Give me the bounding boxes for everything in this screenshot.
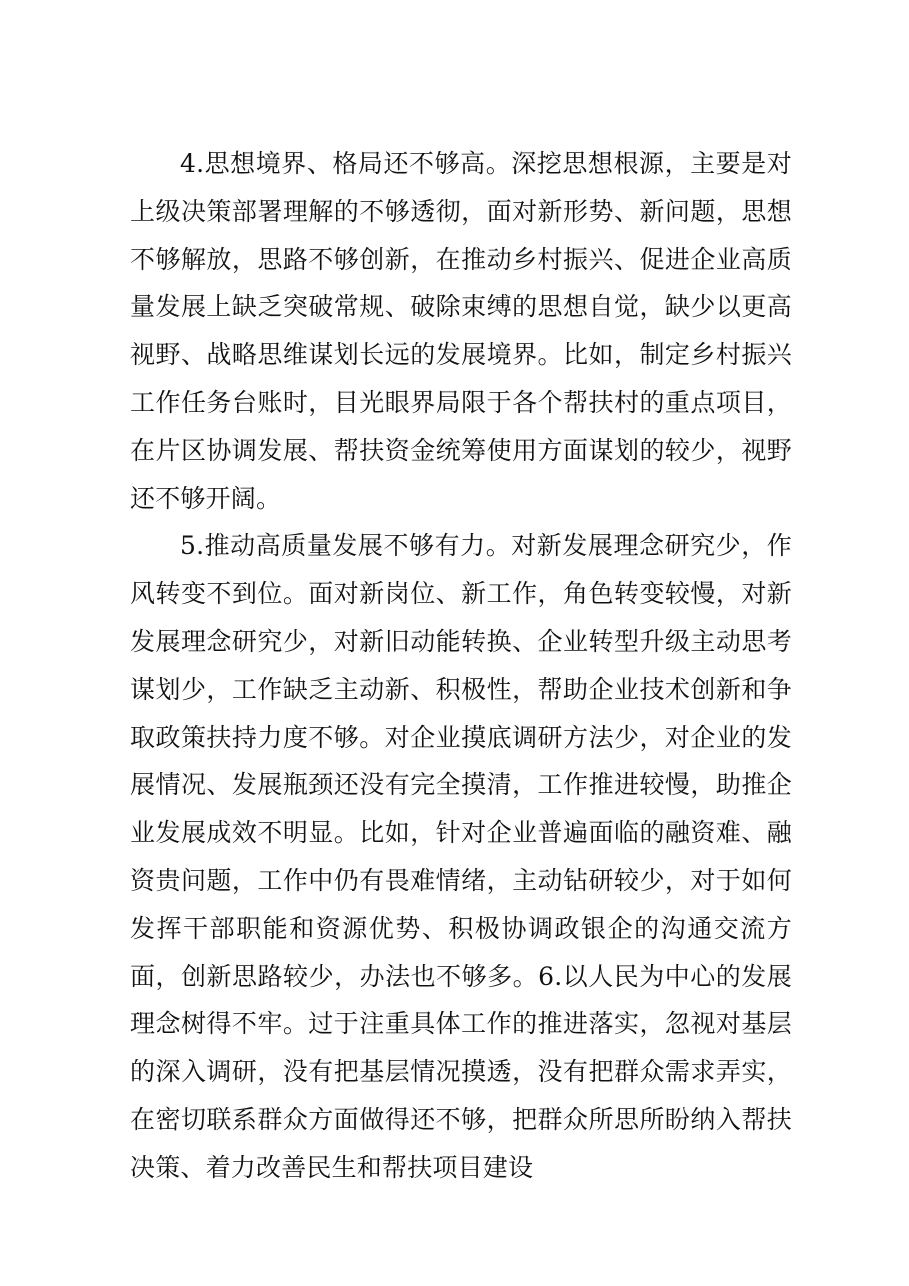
paragraph-5: 5.推动高质量发展不够有力。对新发展理念研究少，作风转变不到位。面对新岗位、新工作，角色转变较慢，对新发展理念研究少，对新旧动能转换、企业转型升级主动思考谋划少，工作缺乏主动新、积极性，帮助企业技术创新和争取政策扶持力度不够。对企业摸底调研方法少，对企业的发展情况、发展瓶颈还没有完全摸清，工作推进较慢，助推企业发展成效不明显。比如，针对企业普遍面临的融资难、融资贵问题，工作中仍有畏难情绪，主动钻研较少，对于如何发挥干部职能和资源优势、积极协调政银企的沟通交流方面，创新思路较少，办法也不够多。6.以人民为中心的发展理念树得不牢。过于注重具体工作的推进落实，忽视对基层的深入调研，没有把基层情况摸透，没有把群众需求弄实，在密切联系群众方面做得还不够，把群众所思所盼纳入帮扶决策、着力改善民生和帮扶项目建设	[130, 531, 792, 1182]
paragraph-4: 4.思想境界、格局还不够高。深挖思想根源，主要是对上级决策部署理解的不够透彻，面对新形势、新问题，思想不够解放，思路不够创新，在推动乡村振兴、促进企业高质量发展上缺乏突破常规、破除束缚的思想自觉，缺少以更高视野、战略思维谋划长远的发展境界。比如，制定乡村振兴工作任务台账时，目光眼界局限于各个帮扶村的重点项目，在片区协调发展、帮扶资金统筹使用方面谋划的较少，视野还不够开阔。	[130, 149, 792, 513]
document-body	[130, 140, 792, 1192]
